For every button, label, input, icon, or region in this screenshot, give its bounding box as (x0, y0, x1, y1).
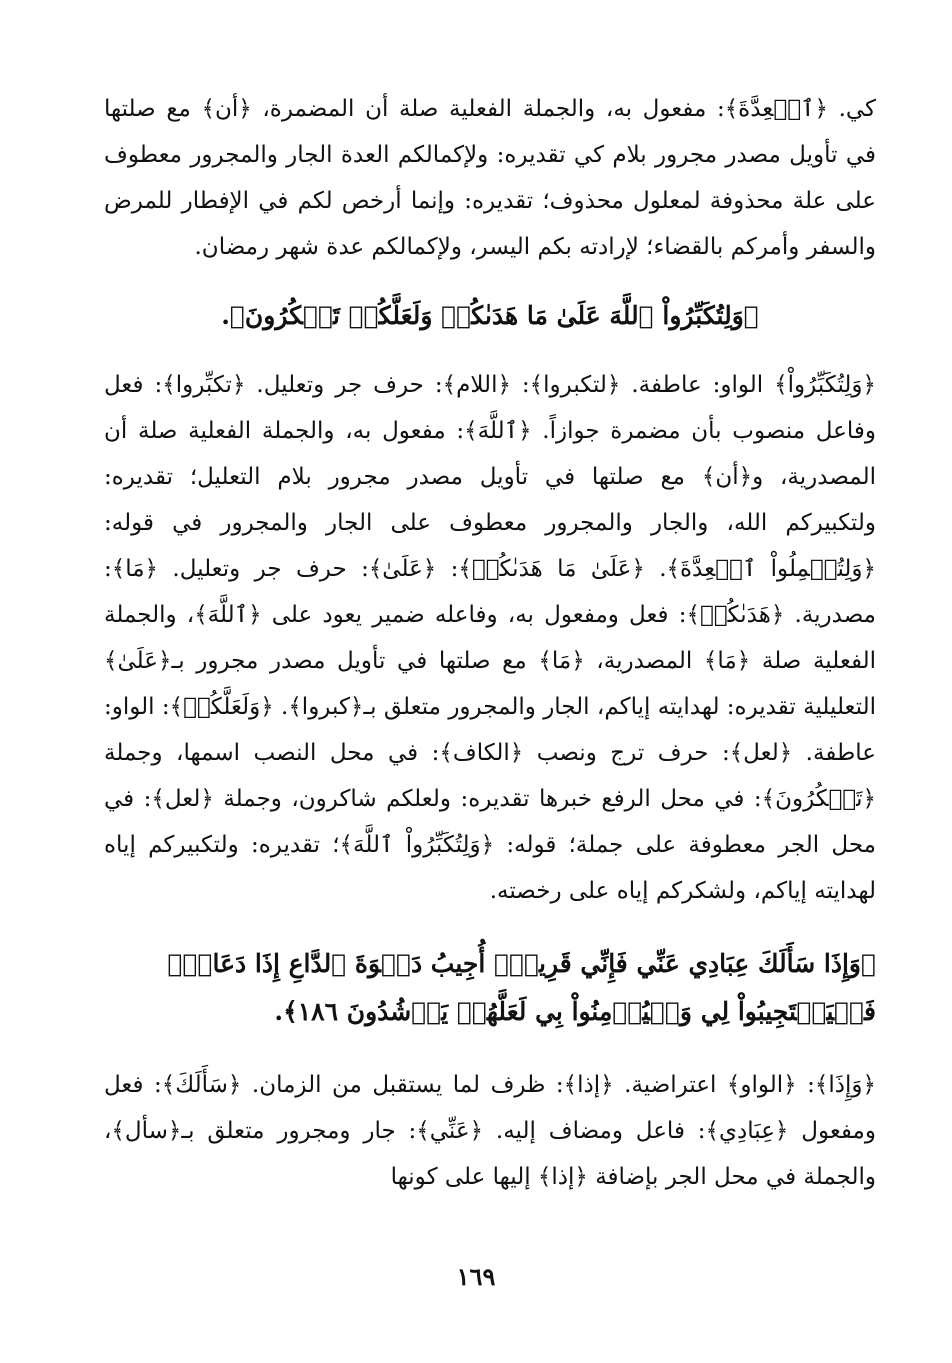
quran-verse-1: ﴿وَلِتُكَبِّرُواْ ٱللَّهَ عَلَىٰ مَا هَدَىٰكُمۡ وَلَعَلَّكُمۡ تَشۡكُرُونَ﴾. (221, 301, 759, 330)
paragraph-2: ﴿وَلِتُكَبِّرُواْ﴾ الواو: عاطفة. ﴿لتكبروا﴾: ﴿اللام﴾: حرف جر وتعليل. ﴿تكبِّروا﴾: فعل وفاعل منصوب بأن مضمرة جوازاً. ﴿ٱللَّهَ﴾: مفعول به، والجملة الفعلية صلة أن المصدرية، و﴿أن﴾ مع صلتها في تأويل مصدر مجرور بلام التعليل؛ تقديره: ولتكبيركم الله، والجار والمجرور معطوف على الجار والمجرور في قوله: ﴿وَلِتُكۡمِلُواْ ٱلۡعِدَّةَ﴾. ﴿عَلَىٰ مَا هَدَىٰكُمۡ﴾: ﴿عَلَىٰ﴾: حرف جر وتعليل. ﴿مَا﴾: مصدرية. ﴿هَدَىٰكُمۡ﴾: فعل ومفعول به، وفاعله ضمير يعود على ﴿ٱللَّهَ﴾، والجملة الفعلية صلة ﴿مَا﴾ المصدرية، ﴿مَا﴾ مع صلتها في تأويل مصدر مجرور بـ﴿عَلَىٰ﴾ التعليلية تقديره: لهدايته إياكم، الجار والمجرور متعلق بـ﴿كبروا﴾. ﴿وَلَعَلَّكُمۡ﴾: الواو: عاطفة. ﴿لعل﴾: حرف ترج ونصب ﴿الكاف﴾: في محل النصب اسمها، وجملة ﴿تَشۡكُرُونَ﴾: في محل الرفع خبرها تقديره: ولعلكم شاكرون، وجملة ﴿لعل﴾: في محل الجر معطوفة على جملة؛ قوله: ﴿وَلِتُكَبِّرُواْ ٱللَّهَ﴾؛ تقديره: ولتكبيركم إياه لهدايته إياكم، ولشكركم إياه على رخصته. (104, 372, 876, 904)
text-column (104, 86, 876, 1200)
spacer (104, 270, 876, 292)
spacer (104, 914, 876, 940)
paragraph-3: ﴿وَإِذَا﴾: ﴿الواو﴾ اعتراضية. ﴿إذا﴾: ظرف لما يستقبل من الزمان. ﴿سَأَلَكَ﴾: فعل ومفعول ﴿عِبَادِي﴾: فاعل ومضاف إليه. ﴿عَنِّي﴾: جار ومجرور متعلق بـ﴿سأل﴾، والجملة في محل الجر بإضافة ﴿إذا﴾ إليها على كونها (104, 1072, 876, 1190)
quran-verse-2: ﴿وَإِذَا سَأَلَكَ عِبَادِي عَنِّي فَإِنِّي قَرِيبٌۖ أُجِيبُ دَعۡوَةَ ٱلدَّاعِ إِذَا دَعَانِۖ فَلۡيَسۡتَجِيبُواْ لِي وَلۡيُؤۡمِنُواْ بِي لَعَلَّهُمۡ يَرۡشُدُونَ ١٨٦﴾. (167, 949, 876, 1026)
spacer (104, 1036, 876, 1062)
spacer (104, 340, 876, 362)
paragraph-1: كي. ﴿ٱلۡعِدَّةَ﴾: مفعول به، والجملة الفعلية صلة أن المضمرة، ﴿أن﴾ مع صلتها في تأويل مصدر مجرور بلام كي تقديره: ولإكمالكم العدة الجار والمجرور معطوف على علة محذوفة لمعلول محذوف؛ تقديره: وإنما أرخص لكم في الإفطار للمرض والسفر وأمركم بالقضاء؛ لإرادته بكم اليسر، ولإكمالكم عدة شهر رمضان. (104, 96, 876, 260)
page-number: ١٦٩ (456, 1262, 496, 1291)
